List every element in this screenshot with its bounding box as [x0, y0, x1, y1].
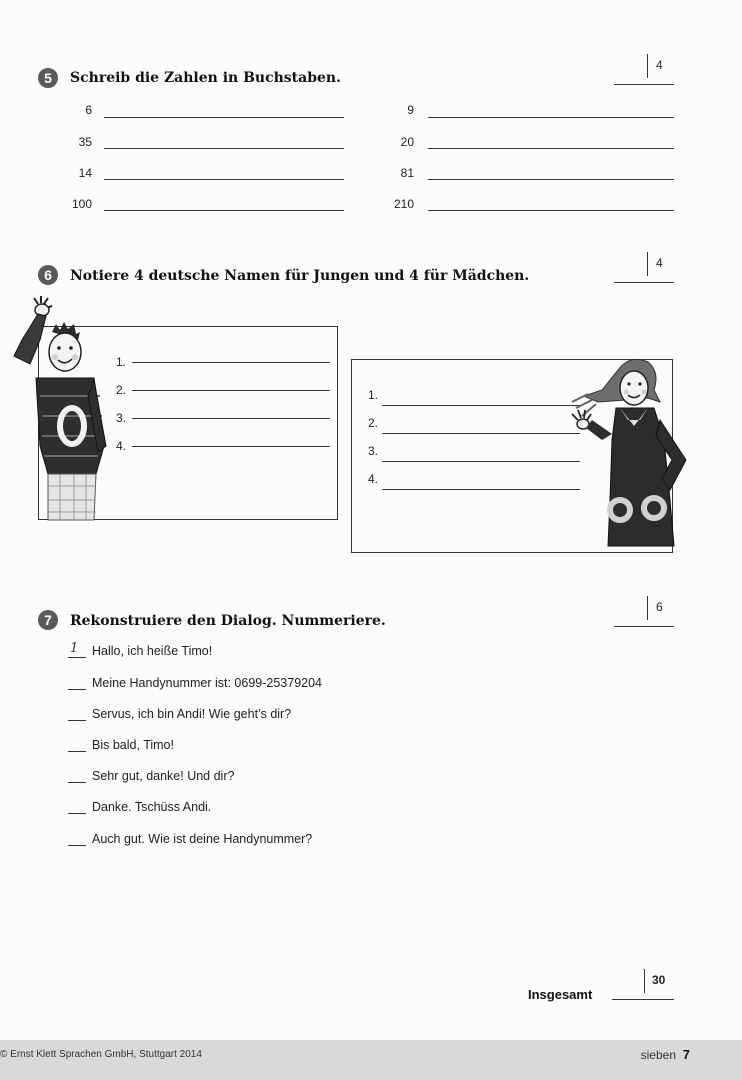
exercise-6-number: 6: [38, 265, 58, 285]
boy-name-line-4[interactable]: [132, 446, 330, 447]
dialog-line-7: Auch gut. Wie ist deine Handynummer?: [92, 832, 313, 846]
ex5-answer-line-right-4[interactable]: [428, 210, 674, 211]
dialog-line-2: Meine Handynummer ist: 0699-25379204: [92, 676, 322, 690]
dialog-line-5: Sehr gut, danke! Und dir?: [92, 769, 235, 783]
girl-list-label-3: 3.: [368, 444, 379, 458]
girl-name-line-2[interactable]: [382, 433, 580, 434]
dialog-line-6: Danke. Tschüss Andi.: [92, 800, 212, 814]
boy-list-label-4: 4.: [116, 439, 127, 453]
exercise-7-number: 7: [38, 610, 58, 630]
ex5-number-left-2: 35: [78, 135, 92, 149]
ex5-number-left-1: 6: [85, 103, 92, 117]
girl-list-label-4: 4.: [368, 472, 379, 486]
dialog-number-blank-6[interactable]: [68, 813, 86, 814]
dialog-number-blank-7[interactable]: [68, 845, 86, 846]
ex5-answer-line-right-2[interactable]: [428, 148, 674, 149]
ex5-number-right-3: 81: [400, 166, 414, 180]
total-score-box: [612, 975, 674, 1000]
footer-page-word: sieben: [640, 1048, 676, 1062]
ex5-answer-line-left-1[interactable]: [104, 117, 344, 118]
exercise-5-score-box: [614, 60, 674, 85]
total-points: 30: [652, 973, 666, 987]
exercise-6-title: Notiere 4 deutsche Namen für Jungen und 4 für Mädchen.: [70, 268, 530, 284]
boy-name-line-1[interactable]: [132, 362, 330, 363]
boy-name-line-3[interactable]: [132, 418, 330, 419]
girl-list-label-2: 2.: [368, 416, 379, 430]
exercise-7-score-box: [614, 602, 674, 627]
dialog-line-3: Servus, ich bin Andi! Wie geht’s dir?: [92, 707, 292, 721]
dialog-number-blank-4[interactable]: [68, 751, 86, 752]
exercise-7-points: 6: [656, 600, 663, 614]
ex5-number-right-2: 20: [400, 135, 414, 149]
dialog-number-blank-1[interactable]: [68, 657, 86, 658]
ex5-answer-line-left-4[interactable]: [104, 210, 344, 211]
footer-page-number: 7: [682, 1047, 690, 1062]
girl-name-line-1[interactable]: [382, 405, 580, 406]
dialog-number-blank-5[interactable]: [68, 782, 86, 783]
boy-list-label-3: 3.: [116, 411, 127, 425]
ex5-number-right-4: 210: [393, 197, 414, 211]
ex5-number-left-3: 14: [78, 166, 92, 180]
dialog-line-4: Bis bald, Timo!: [92, 738, 174, 752]
girl-name-line-4[interactable]: [382, 489, 580, 490]
ex5-answer-line-right-3[interactable]: [428, 179, 674, 180]
dialog-number-blank-2[interactable]: [68, 689, 86, 690]
exercise-7-title: Rekonstruiere den Dialog. Nummeriere.: [70, 613, 386, 629]
exercise-6-score-box: [614, 258, 674, 283]
girl-list-label-1: 1.: [368, 388, 379, 402]
dialog-handwritten-number-1: 1: [70, 641, 79, 656]
footer-copyright: © Ernst Klett Sprachen GmbH, Stuttgart 2014: [0, 1049, 202, 1060]
exercise-6-points: 4: [656, 256, 663, 270]
ex5-answer-line-left-3[interactable]: [104, 179, 344, 180]
boy-list-label-1: 1.: [116, 355, 127, 369]
exercise-5-points: 4: [656, 58, 663, 72]
total-label: Insgesamt: [528, 987, 593, 1002]
exercise-5-title: Schreib die Zahlen in Buchstaben.: [70, 70, 341, 86]
boy-illustration: [4, 296, 108, 522]
ex5-number-left-4: 100: [71, 197, 92, 211]
ex5-answer-line-left-2[interactable]: [104, 148, 344, 149]
boy-name-line-2[interactable]: [132, 390, 330, 391]
page-footer: [0, 1040, 742, 1080]
dialog-line-1: Hallo, ich heiße Timo!: [92, 644, 213, 658]
girl-name-line-3[interactable]: [382, 461, 580, 462]
boy-list-label-2: 2.: [116, 383, 127, 397]
dialog-number-blank-3[interactable]: [68, 720, 86, 721]
exercise-5-number: 5: [38, 68, 58, 88]
ex5-answer-line-right-1[interactable]: [428, 117, 674, 118]
ex5-number-right-1: 9: [407, 103, 414, 117]
girl-illustration: [568, 350, 698, 560]
